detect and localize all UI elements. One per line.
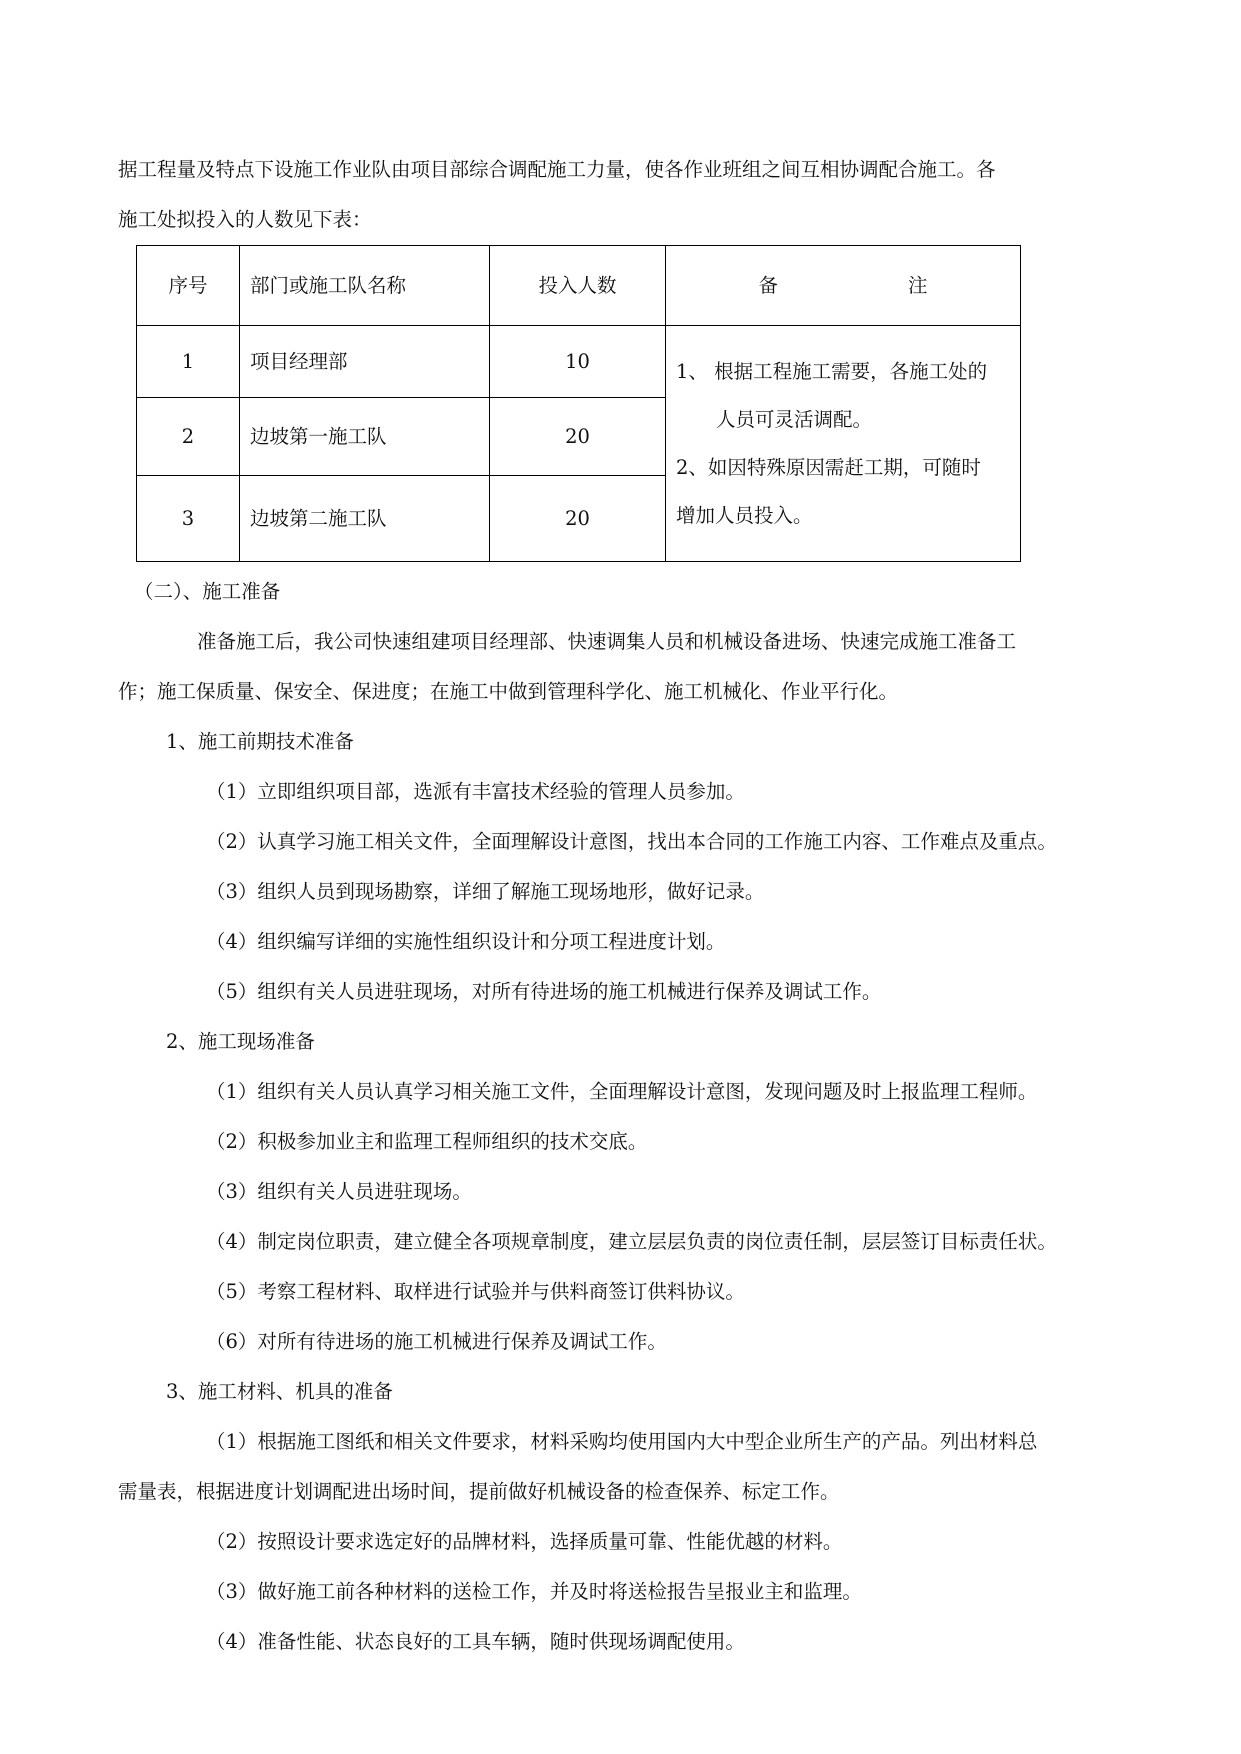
remark-line-2: 人员可灵活调配。 — [716, 407, 873, 431]
paragraph-line: 准备施工后，我公司快速组建项目经理部、快速调集人员和机械设备进场、快速完成施工准备工 — [197, 630, 1017, 653]
remark-line-1: 1、 根据工程施工需要，各施工处的 — [676, 359, 988, 383]
row-name: 边坡第二施工队 — [240, 476, 490, 562]
list-item: （4）准备性能、状态良好的工具车辆，随时供现场调配使用。 — [206, 1630, 745, 1653]
list-item: （2）积极参加业主和监理工程师组织的技术交底。 — [206, 1130, 648, 1153]
list-item: （3）组织有关人员进驻现场。 — [206, 1180, 472, 1203]
table-header-row — [137, 246, 1021, 326]
table-row — [137, 326, 1021, 398]
list-item: （4）组织编写详细的实施性组织设计和分项工程进度计划。 — [206, 930, 726, 953]
subsection-heading: 1、施工前期技术准备 — [166, 730, 354, 753]
remark-line-4: 增加人员投入。 — [676, 503, 813, 527]
list-item: （1）组织有关人员认真学习相关施工文件，全面理解设计意图，发现问题及时上报监理工程师。 — [206, 1080, 1038, 1103]
row-count: 20 — [490, 476, 666, 562]
row-no: 3 — [137, 476, 240, 562]
header-count: 投入人数 — [490, 246, 666, 326]
subsection-heading: 2、施工现场准备 — [166, 1030, 315, 1053]
header-name: 部门或施工队名称 — [240, 246, 490, 326]
list-item: （3）做好施工前各种材料的送检工作，并及时将送检报告呈报业主和监理。 — [206, 1580, 862, 1603]
paragraph-line: 作；施工保质量、保安全、保进度；在施工中做到管理科学化、施工机械化、作业平行化。 — [118, 680, 899, 703]
section-heading: （二）、施工准备 — [134, 580, 281, 603]
remarks-cell — [666, 326, 1021, 562]
row-name: 项目经理部 — [240, 326, 490, 398]
list-item: （1）立即组织项目部，选派有丰富技术经验的管理人员参加。 — [206, 780, 745, 803]
remark-line-3: 2、如因特殊原因需赶工期，可随时 — [676, 455, 981, 479]
intro-line-2: 施工处拟投入的人数见下表： — [118, 208, 372, 231]
list-item-continued: 需量表，根据进度计划调配进出场时间，提前做好机械设备的检查保养、标定工作。 — [118, 1480, 840, 1503]
header-remarks — [666, 246, 1021, 326]
list-item: （5）考察工程材料、取样进行试验并与供料商签订供料协议。 — [206, 1280, 745, 1303]
subsection-heading: 3、施工材料、机具的准备 — [166, 1380, 393, 1403]
row-no: 1 — [137, 326, 240, 398]
list-item: （1）根据施工图纸和相关文件要求，材料采购均使用国内大中型企业所生产的产品。列出材料总 — [206, 1430, 1038, 1453]
list-item: （2）认真学习施工相关文件，全面理解设计意图，找出本合同的工作施工内容、工作难点及重点。 — [206, 830, 1057, 853]
list-item: （6）对所有待进场的施工机械进行保养及调试工作。 — [206, 1330, 667, 1353]
list-item: （2）按照设计要求选定好的品牌材料，选择质量可靠、性能优越的材料。 — [206, 1530, 843, 1553]
header-no: 序号 — [137, 246, 240, 326]
row-count: 10 — [490, 326, 666, 398]
staff-table — [136, 245, 1021, 562]
header-remark-a: 备 — [758, 273, 778, 297]
header-remark-b: 注 — [908, 273, 928, 297]
row-name: 边坡第一施工队 — [240, 398, 490, 476]
list-item: （5）组织有关人员进驻现场，对所有待进场的施工机械进行保养及调试工作。 — [206, 980, 882, 1003]
intro-line-1: 据工程量及特点下设施工作业队由项目部综合调配施工力量，使各作业班组之间互相协调配合施工。各 — [118, 158, 996, 181]
row-no: 2 — [137, 398, 240, 476]
list-item: （4）制定岗位职责，建立健全各项规章制度，建立层层负责的岗位责任制，层层签订目标责任状。 — [206, 1230, 1057, 1253]
row-count: 20 — [490, 398, 666, 476]
list-item: （3）组织人员到现场勘察，详细了解施工现场地形，做好记录。 — [206, 880, 765, 903]
